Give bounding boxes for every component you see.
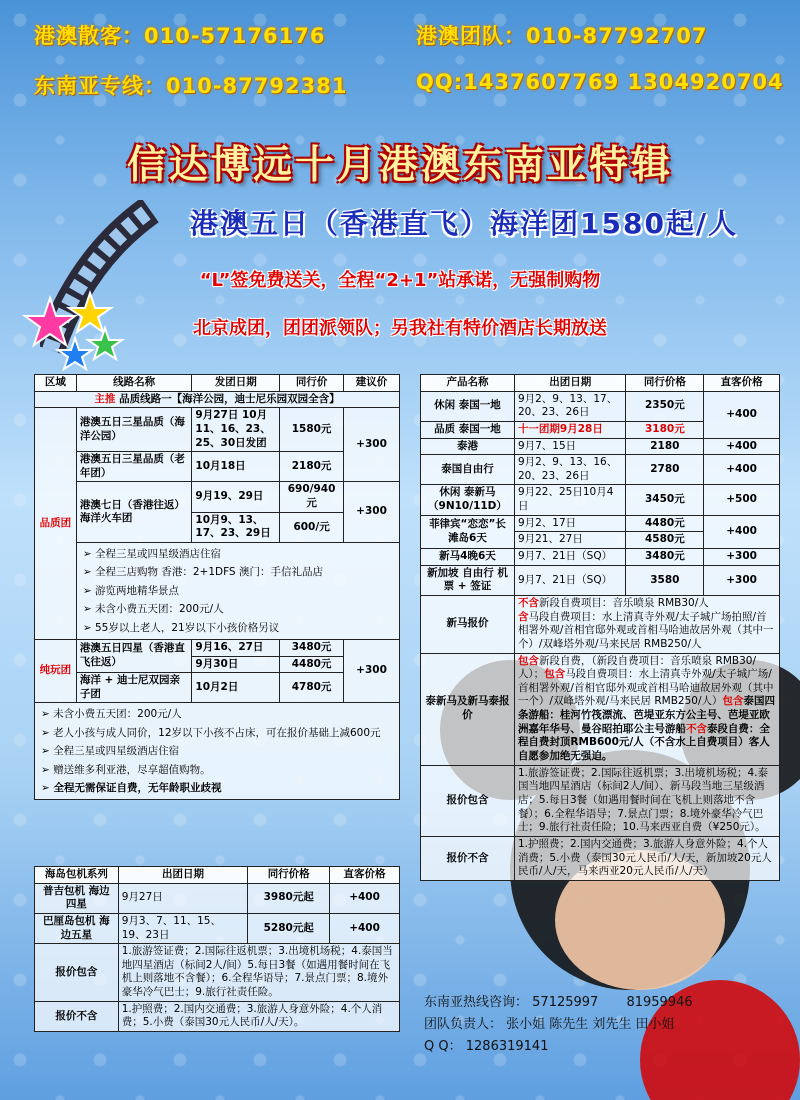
product-name: 休闲 泰新马（9N10/11D） (421, 485, 515, 515)
table-row (35, 639, 400, 656)
price-note-label: 新马报价 (421, 595, 515, 653)
table-row (35, 408, 400, 452)
product-direct-price: +300 (704, 565, 780, 595)
contact-leaders: 张小姐 陈先生 刘先生 田小姐 (506, 1017, 675, 1033)
hotline-label: 港澳散客： (34, 24, 144, 48)
product-name: 泰港 (421, 438, 515, 455)
product-price: 4580元 (626, 532, 704, 549)
product-date: 9月2、9、13、16、20、23、26日 (514, 455, 626, 485)
route-date: 9月16、27日 (192, 639, 280, 656)
product-date: 9月7、21日（SQ） (514, 565, 626, 595)
list-item: ➢ 55岁以上老人，21岁以下小孩价格另议 (83, 619, 393, 637)
excluded-label: 报价不含 (421, 836, 515, 880)
contact-leader-label: 团队负责人： (424, 1017, 503, 1033)
product-direct-price: +400 (704, 455, 780, 485)
column-header: 发团日期 (192, 375, 280, 392)
hotline-label: 港澳团队： (416, 24, 526, 48)
column-header: 出团日期 (514, 375, 626, 392)
product-date: 9月7、15日 (514, 438, 626, 455)
table-row (421, 565, 780, 595)
product-price: 5280元起 (248, 913, 330, 943)
hotline-individual (34, 20, 325, 50)
contact-qq-label: Q Q： (424, 1039, 462, 1055)
featured-row (35, 391, 400, 408)
table-header-row (35, 867, 400, 884)
note-text: 泰国四条游船：桂河竹筏漂流、芭堤亚东方公主号、芭堤亚欧洲嘉年华号、曼谷昭拍耶公主号游船 (517, 695, 775, 735)
list-item: ➢ 全程三店购物 香港：2+1DFS 澳门：手信礼品店 (83, 563, 393, 581)
included-tag: 包含 (722, 695, 744, 708)
not-included-tag: 不含 (517, 596, 539, 609)
slogan-line-1: “L”签免费送关，全程“2+1”站承诺，无强制购物 (199, 270, 601, 291)
excluded-text: 1.护照费；2.国内交通费；3.旅游人身意外险；4.个人消费；5.小费（泰国30元人民币/人/天）。 (118, 1001, 399, 1031)
column-header: 同行价格 (626, 375, 704, 392)
route-date: 9月19、29日 (192, 482, 280, 512)
category-pure-play: 纯玩团 (35, 639, 77, 703)
notes-row (35, 543, 400, 640)
notes-list-quality (76, 543, 399, 640)
notes-list-pure-play (35, 703, 400, 800)
table-row (421, 836, 780, 880)
table-row (35, 944, 400, 1002)
contact-leader-row (424, 1014, 780, 1036)
route-name: 港澳七日（香港往返）海洋火车团 (76, 482, 192, 543)
column-header: 建议价 (344, 375, 400, 392)
product-price: 3180元 (626, 421, 704, 438)
column-header: 区域 (35, 375, 77, 392)
hotline-number[interactable]: 010-57176176 (144, 24, 326, 48)
route-price: 600/元 (280, 512, 344, 542)
route-price: 2180元 (280, 452, 344, 482)
product-name: 菲律宾“恋恋”长滩岛6天 (421, 515, 515, 548)
column-header: 产品名称 (421, 375, 515, 392)
route-price: 690/940元 (280, 482, 344, 512)
column-header: 线路名称 (76, 375, 192, 392)
route-name: 港澳五日三星品质（海洋公园） (76, 408, 192, 452)
product-direct-price: +300 (704, 549, 780, 566)
note-text: 泰段自费：全程自费封顶RMB600元/人（不含水上自费项目）客人自愿参加绝无强迫。 (517, 722, 770, 763)
excluded-text: 1.护照费；2.国内交通费；3.旅游人身意外险；4.个人消费；5.小费（泰国30元人民币/人/天，新加坡20元人民币/人/天，马来西亚20元人民币/人/天） (514, 836, 779, 880)
route-price: 4480元 (280, 656, 344, 673)
table-row (421, 595, 780, 653)
product-date: 9月7、21日（SQ） (514, 549, 626, 566)
table-row (35, 913, 400, 943)
contact-qq[interactable]: 1286319141 (465, 1039, 549, 1055)
contact-qq-row (424, 1036, 780, 1058)
column-header: 直客价格 (330, 867, 400, 884)
product-price: 3480元 (626, 549, 704, 566)
note-text: 新段自费，（新段自费项目：音乐喷泉 RMB30/人）； (517, 654, 756, 681)
route-date: 9月27日 10月11、16、23、25、30日发团 (192, 408, 280, 452)
included-tag: 包含 (544, 668, 566, 681)
included-label: 报价包含 (35, 944, 119, 1002)
note-text: 马段自费项目：水上清真寺外观/太子城广场/首相署外观/首相官邸外观或首相马哈迪故居外观（其中一个）/双峰塔外观/马来民居 RMB250/人） (517, 668, 774, 708)
featured-cell (35, 391, 400, 408)
excluded-label: 报价不含 (35, 1001, 119, 1031)
included-label: 报价包含 (421, 765, 515, 836)
contact-block (424, 992, 780, 1058)
product-direct-price: +400 (704, 391, 780, 438)
route-name: 港澳五日四星（香港直飞往返） (76, 639, 192, 672)
hk-macau-table (34, 374, 400, 800)
featured-prefix: 主推 (94, 392, 116, 405)
contact-phone[interactable]: 81959946 (626, 995, 693, 1010)
note-text: 新段自费项目：音乐喷泉 RMB30/人 (538, 596, 709, 609)
list-item: ➢ 游览两地精华景点 (83, 582, 393, 600)
route-suggest-price: +300 (344, 482, 400, 543)
column-header: 海岛包机系列 (35, 867, 119, 884)
list-item: ➢ 赠送维多利亚港，尽享超值购物。 (41, 761, 393, 779)
product-direct-price: +400 (330, 883, 400, 913)
page-title: 信达博远十月港澳东南亚特辑 (126, 143, 673, 188)
list-item: ➢ 全程无需保证自费，无年龄职业歧视 (41, 779, 393, 797)
product-price: 3580 (626, 565, 704, 595)
table-row (421, 455, 780, 485)
hotline-southeast-asia (34, 70, 347, 100)
table-row (35, 883, 400, 913)
route-suggest-price: +300 (344, 408, 400, 482)
product-price: 2780 (626, 455, 704, 485)
table-row (421, 549, 780, 566)
column-header: 同行价格 (248, 867, 330, 884)
qq-numbers[interactable]: 1437607769 1304920704 (463, 70, 784, 94)
route-price: 3480元 (280, 639, 344, 656)
list-item: ➢ 未含小费五天团：200元/人 (83, 600, 393, 618)
product-direct-price: +400 (704, 438, 780, 455)
included-text: 1.旅游签证费；2.国际往返机票；3.出境机场税；4.泰国当地四星酒店（标间2人/间）5.每日3餐（如遇用餐时间在飞机上则落地不含餐）；6.全程华语导；7.景点门票；8.境外豪华冷气巴士；9.旅行社责任险。 (118, 944, 399, 1002)
price-note-text (514, 653, 779, 765)
route-price: 1580元 (280, 408, 344, 452)
product-date: 9月2、17日 (514, 515, 626, 532)
product-price: 3450元 (626, 485, 704, 515)
product-price: 4480元 (626, 515, 704, 532)
route-date: 9月30日 (192, 656, 280, 673)
product-direct-price: +400 (330, 913, 400, 943)
included-text: 1.旅游签证费；2.国际往返机票；3.出境机场税；4.泰国当地四星酒店（标间2人/间）、新马段当地三星级酒店；5.每日3餐（如遇用餐时间在飞机上则落地不含餐）；6.全程华语导；7.景点门票；8.境外豪华冷气巴士；9.旅行社责任险；10.马来西亚自费（¥250元）。 (514, 765, 779, 836)
product-direct-price: +500 (704, 485, 780, 515)
page-subtitle: 港澳五日（香港直飞）海洋团1580起/人 (190, 207, 739, 240)
table-row (421, 485, 780, 515)
category-quality: 品质团 (35, 408, 77, 640)
product-price: 2180 (626, 438, 704, 455)
table-row (421, 653, 780, 765)
contact-hotline-label: 东南亚热线咨询： (424, 995, 529, 1010)
hotline-group (416, 20, 707, 50)
route-suggest-price: +300 (344, 639, 400, 703)
route-name: 港澳五日三星品质（老年团） (76, 452, 192, 482)
route-date: 10月9、13、17、23、29日 (192, 512, 280, 542)
product-name: 泰国自由行 (421, 455, 515, 485)
table-row (35, 482, 400, 512)
table-header-row (35, 375, 400, 392)
hotline-number[interactable]: 010-87792381 (166, 74, 348, 98)
list-item: ➢ 老人小孩与成人同价，12岁以下小孩不占床，可在报价基础上减600元 (41, 724, 393, 742)
included-tag: 包含 (517, 654, 539, 667)
product-name: 新马4晚6天 (421, 549, 515, 566)
product-direct-price: +400 (704, 515, 780, 548)
route-price: 4780元 (280, 673, 344, 703)
featured-text: 品质线路一【海洋公园，迪士尼乐园双园全含】 (119, 392, 340, 405)
product-price: 3980元起 (248, 883, 330, 913)
slogan-line-2: 北京成团，团团派领队；另我社有特价酒店长期放送 (193, 318, 607, 339)
note-text: 马段自费项目：水上清真寺外观/太子城广场拍照/首相署外观/首相官邸外观或首相马哈迪故居外观（其中一个）/双峰塔外观/马来民居 RMB250/人 (517, 610, 774, 650)
table-row (421, 765, 780, 836)
list-item: ➢ 全程三星或四星级酒店住宿 (41, 742, 393, 760)
product-date: 9月3、7、11、15、19、23日 (118, 913, 248, 943)
column-header: 直客价格 (704, 375, 780, 392)
price-note-label: 泰新马及新马泰报价 (421, 653, 515, 765)
table-row (35, 1001, 400, 1031)
product-date: 9月22、25日10月4日 (514, 485, 626, 515)
route-date: 10月2日 (192, 673, 280, 703)
table-row (421, 438, 780, 455)
product-price: 2350元 (626, 391, 704, 421)
notes-row (35, 703, 400, 800)
contact-phone[interactable]: 57125997 (532, 995, 599, 1010)
table-row (421, 391, 780, 421)
product-date: 9月21、27日 (514, 532, 626, 549)
southeast-asia-table (420, 374, 780, 881)
table-header-row (421, 375, 780, 392)
table-row (421, 515, 780, 532)
product-date: 9月2、9、13、17、20、23、26日 (514, 391, 626, 421)
hotline-label: 东南亚专线： (34, 74, 166, 98)
hotline-number[interactable]: 010-87792707 (526, 24, 708, 48)
product-name: 休闲 泰国一地 (421, 391, 515, 421)
price-note-text (514, 595, 779, 653)
list-item: ➢ 未含小费五天团：200元/人 (41, 705, 393, 723)
contact-hotline-row (424, 992, 780, 1014)
product-name: 普吉包机 海边四星 (35, 883, 119, 913)
list-item: ➢ 全程三星或四星级酒店住宿 (83, 545, 393, 563)
column-header: 同行价 (280, 375, 344, 392)
product-date: 十一团期9月28日 (514, 421, 626, 438)
island-charter-table (34, 866, 400, 1032)
qq-contact (416, 70, 784, 94)
product-date: 9月27日 (118, 883, 248, 913)
column-header: 出团日期 (118, 867, 248, 884)
product-name: 巴厘岛包机 海边五星 (35, 913, 119, 943)
route-name: 海洋 + 迪士尼双园亲子团 (76, 673, 192, 703)
route-date: 10月18日 (192, 452, 280, 482)
product-name: 新加坡 自由行 机票 + 签证 (421, 565, 515, 595)
product-name: 品质 泰国一地 (421, 421, 515, 438)
not-included-tag: 不含 (685, 722, 707, 735)
qq-label: QQ: (416, 70, 464, 94)
included-tag: 含 (517, 610, 529, 623)
